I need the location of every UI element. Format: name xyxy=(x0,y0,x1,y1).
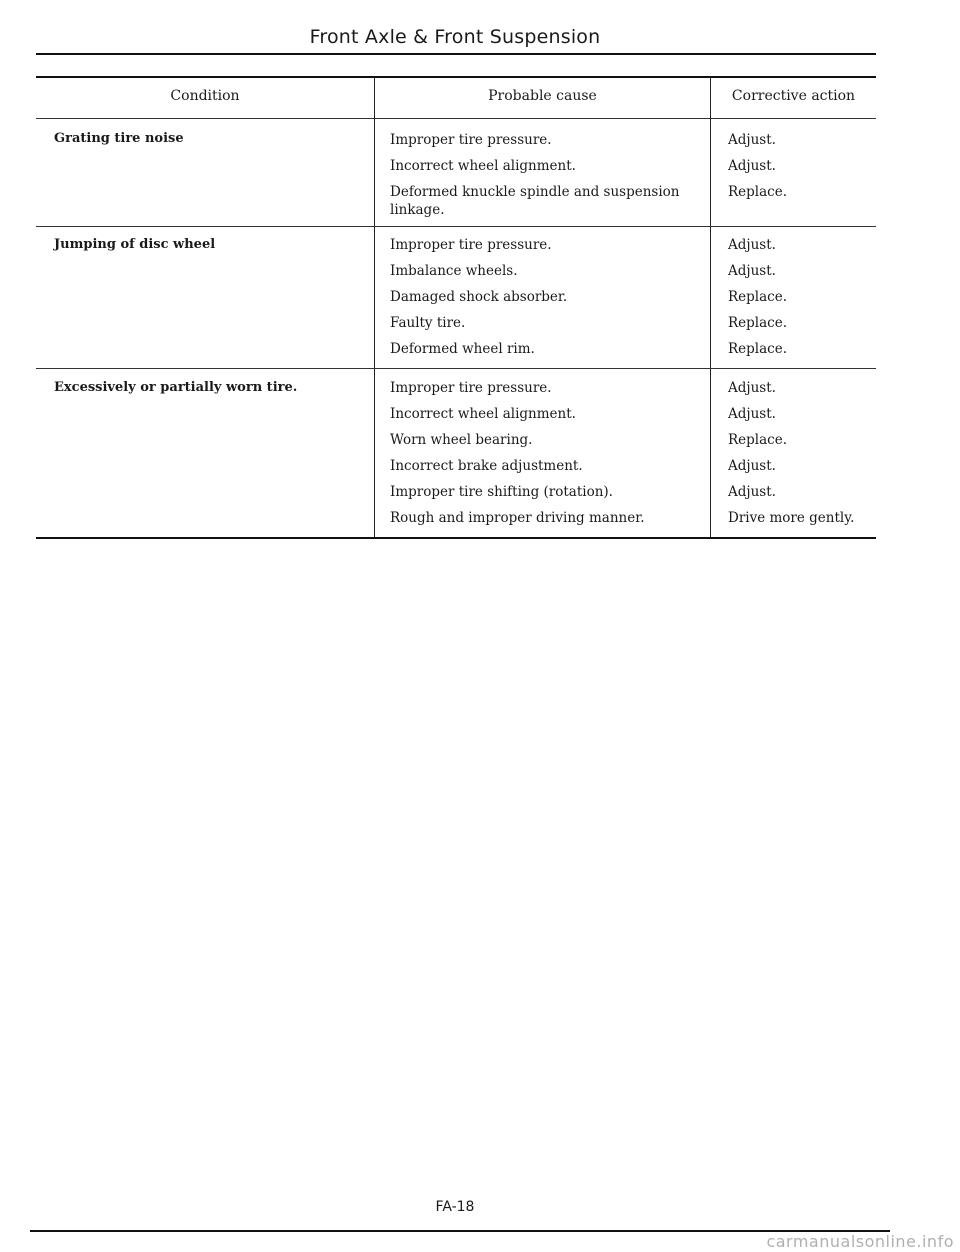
cause-item: Faulty tire. xyxy=(390,315,466,331)
action-item: Replace. xyxy=(728,184,788,200)
footer-rule xyxy=(30,1230,890,1232)
page-number: FA-18 xyxy=(435,1199,475,1215)
action-item: Adjust. xyxy=(728,237,776,253)
condition-cell: Jumping of disc wheel xyxy=(54,237,216,252)
action-item: Drive more gently. xyxy=(728,510,855,526)
action-item: Adjust. xyxy=(728,458,776,474)
action-list xyxy=(728,131,873,209)
cause-item: Improper tire shifting (rotation). xyxy=(390,484,613,500)
action-item: Replace. xyxy=(728,289,788,305)
table-bottom-rule xyxy=(36,537,876,539)
action-item: Replace. xyxy=(728,315,788,331)
cause-list xyxy=(390,236,695,366)
action-item: Adjust. xyxy=(728,484,776,500)
action-item: Adjust. xyxy=(728,406,776,422)
action-item: Adjust. xyxy=(728,158,776,174)
action-list xyxy=(728,236,873,366)
row-separator xyxy=(36,226,876,227)
column-divider xyxy=(710,77,711,537)
action-item: Replace. xyxy=(728,341,788,357)
page-title: Front Axle & Front Suspension xyxy=(309,26,601,48)
action-item: Replace. xyxy=(728,432,788,448)
cause-item: Improper tire pressure. xyxy=(390,237,552,253)
row-separator xyxy=(36,368,876,369)
cause-item: Worn wheel bearing. xyxy=(390,432,533,448)
cause-item: Improper tire pressure. xyxy=(390,132,552,148)
header-bottom-rule xyxy=(36,118,876,119)
cause-item: Incorrect wheel alignment. xyxy=(390,158,576,174)
column-divider xyxy=(374,77,375,537)
column-header-condition: Condition xyxy=(170,88,240,104)
condition-cell: Grating tire noise xyxy=(54,131,184,146)
column-header-corrective-action: Corrective action xyxy=(731,88,856,104)
cause-list xyxy=(390,131,695,227)
cause-item: Improper tire pressure. xyxy=(390,380,552,396)
cause-item: Imbalance wheels. xyxy=(390,263,518,279)
table-top-rule xyxy=(36,76,876,78)
action-list xyxy=(728,379,873,535)
cause-item: Deformed knuckle spindle and suspension linkage. xyxy=(390,184,680,218)
action-item: Adjust. xyxy=(728,263,776,279)
cause-item: Deformed wheel rim. xyxy=(390,341,535,357)
watermark: carmanualsonline.info xyxy=(766,1232,954,1251)
title-rule xyxy=(36,53,876,55)
cause-item: Incorrect wheel alignment. xyxy=(390,406,576,422)
condition-cell: Excessively or partially worn tire. xyxy=(54,380,298,395)
action-item: Adjust. xyxy=(728,132,776,148)
cause-item: Incorrect brake adjustment. xyxy=(390,458,583,474)
cause-list xyxy=(390,379,695,535)
column-header-probable-cause: Probable cause xyxy=(488,88,597,104)
cause-item: Damaged shock absorber. xyxy=(390,289,568,305)
action-item: Adjust. xyxy=(728,380,776,396)
cause-item: Rough and improper driving manner. xyxy=(390,510,645,526)
